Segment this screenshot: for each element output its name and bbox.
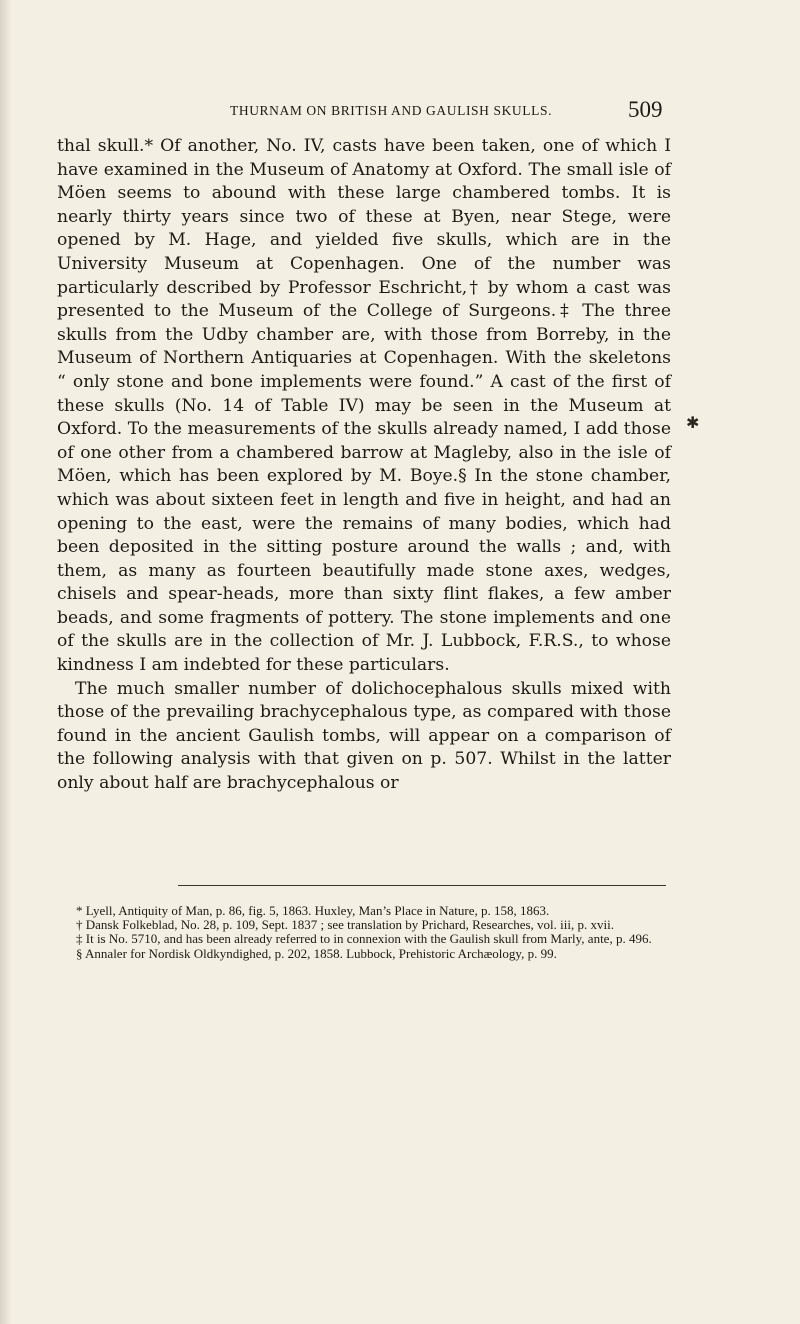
running-header: THURNAM ON BRITISH AND GAULISH SKULLS.	[230, 103, 553, 118]
page-edge-shadow	[0, 0, 12, 1324]
footnote: † Dansk Folkeblad, No. 28, p. 109, Sept. 1837 ; see translation by Prichard, Researches, vol. iii, p. xvii.	[76, 917, 614, 933]
footnote: § Annaler for Nordisk Oldkyndighed, p. 202, 1858. Lubbock, Prehistoric Archæology, p. 99.	[76, 945, 557, 961]
page-number: 509	[628, 97, 663, 122]
body-text	[57, 135, 671, 796]
footnote-divider	[178, 885, 666, 886]
margin-mark: ✱	[686, 413, 700, 432]
footnote: * Lyell, Antiquity of Man, p. 86, fig. 5, 1863. Huxley, Man’s Place in Nature, p. 158, 1863.	[76, 903, 550, 918]
paragraph: thal skull.* Of another, No. IV, casts have been taken, one of which I have examined in the Museum of Anatomy at Oxford. The small isle of Möen seems to abound with these large chambered tombs. It is nearly thirty years since two of these at Byen, near Stege, were opened by M. Hage, and yielded five skulls, which are in the University Museum at Copenhagen. One of the number was particularly described by Professor Eschricht,† by whom a cast was presented to the Museum of the College of Surgeons.‡ The three skulls from the Udby chamber are, with those from Borreby, in the Museum of Northern Antiquaries at Copenhagen. With the skeletons “ only stone and bone implements were found.” A cast of the first of these skulls (No. 14 of Table IV) may be seen in the Museum at Oxford. To the measurements of the skulls already named, I add those of one other from a chambered barrow at Magleby, also in the isle of Möen, which has been explored by M. Boye.§ In the stone chamber, which was about sixteen feet in length and five in height, and had an opening to the east, were the remains of many bodies, which had been deposited in the sitting posture around the walls ; and, with them, as many as fourteen beautifully made stone axes, wedges, chisels and spear-heads, more than sixty flint flakes, a few amber beads, and some fragments of pottery. The stone implements and one of the skulls are in the collection of Mr. J. Lubbock, F.R.S., to whose kindness I am indebted for these particulars.	[57, 136, 671, 676]
footnote: ‡ It is No. 5710, and has been already referred to in connexion with the Gaulish skull from Marly, ante, p. 496.	[76, 931, 652, 947]
footnotes	[57, 904, 671, 961]
paragraph: The much smaller number of dolichocephalous skulls mixed with those of the prevailing brachycephalous type, as compared with those found in the ancient Gaulish tombs, will appear on a comparison of the following analysis with that given on p. 507. Whilst in the latter only about half are brachycephalous or	[57, 678, 671, 794]
